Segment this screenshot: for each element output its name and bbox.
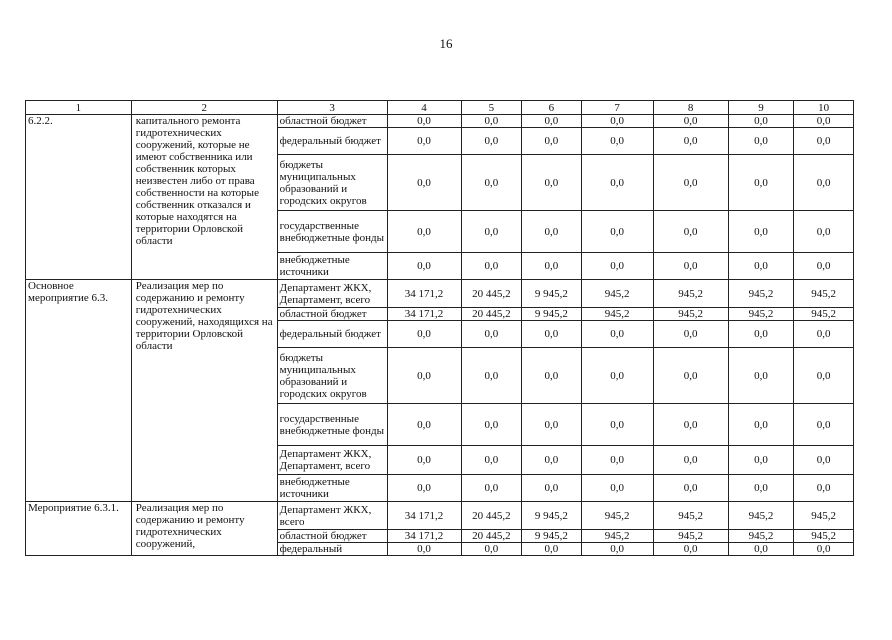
item-code: Основное мероприятие 6.3. [26, 280, 132, 502]
column-header: 1 [26, 101, 132, 115]
column-header: 5 [461, 101, 522, 115]
amount-cell: 945,2 [794, 530, 854, 543]
table-body [26, 115, 854, 556]
amount-cell: 34 171,2 [387, 530, 461, 543]
amount-cell: 0,0 [581, 253, 653, 280]
amount-cell: 0,0 [653, 321, 728, 348]
amount-cell: 0,0 [653, 253, 728, 280]
amount-cell: 0,0 [461, 128, 522, 155]
amount-cell: 0,0 [653, 475, 728, 502]
amount-cell: 0,0 [461, 211, 522, 253]
amount-cell: 0,0 [461, 475, 522, 502]
amount-cell: 0,0 [794, 155, 854, 211]
amount-cell: 0,0 [794, 253, 854, 280]
amount-cell: 0,0 [522, 211, 582, 253]
funding-source: Департамент ЖКХ, Департамент, всего [277, 446, 387, 475]
amount-cell: 0,0 [653, 404, 728, 446]
table-row [26, 502, 854, 530]
funding-source: федеральный бюджет [277, 321, 387, 348]
amount-cell: 0,0 [728, 475, 794, 502]
amount-cell: 0,0 [387, 253, 461, 280]
amount-cell: 0,0 [794, 475, 854, 502]
amount-cell: 0,0 [387, 348, 461, 404]
amount-cell: 945,2 [728, 530, 794, 543]
amount-cell: 0,0 [794, 404, 854, 446]
amount-cell: 0,0 [653, 155, 728, 211]
amount-cell: 34 171,2 [387, 308, 461, 321]
amount-cell: 0,0 [387, 543, 461, 556]
funding-source: областной бюджет [277, 308, 387, 321]
amount-cell: 0,0 [581, 446, 653, 475]
item-description: капитального ремонта гидротехнических сооружений, которые не имеют собственника или собственник которых неизвестен либо от права собственности на которые собственник отказался и которые находятся на территории Орловской области [131, 115, 277, 280]
amount-cell: 0,0 [461, 155, 522, 211]
funding-source: государственные внебюджетные фонды [277, 211, 387, 253]
amount-cell: 0,0 [794, 115, 854, 128]
amount-cell: 0,0 [461, 321, 522, 348]
funding-source: федеральный [277, 543, 387, 556]
amount-cell: 945,2 [653, 280, 728, 308]
amount-cell: 0,0 [387, 475, 461, 502]
funding-source: государственные внебюджетные фонды [277, 404, 387, 446]
amount-cell: 0,0 [581, 128, 653, 155]
column-header: 6 [522, 101, 582, 115]
amount-cell: 34 171,2 [387, 502, 461, 530]
amount-cell: 0,0 [728, 321, 794, 348]
amount-cell: 0,0 [794, 128, 854, 155]
amount-cell: 0,0 [653, 115, 728, 128]
amount-cell: 0,0 [794, 348, 854, 404]
funding-source: федеральный бюджет [277, 128, 387, 155]
amount-cell: 0,0 [581, 155, 653, 211]
item-code: 6.2.2. [26, 115, 132, 280]
column-header: 10 [794, 101, 854, 115]
amount-cell: 20 445,2 [461, 502, 522, 530]
amount-cell: 0,0 [461, 348, 522, 404]
amount-cell: 945,2 [653, 308, 728, 321]
table-header-row [26, 101, 854, 115]
column-header: 7 [581, 101, 653, 115]
item-description: Реализация мер по содержанию и ремонту гидротехнических сооружений, [131, 502, 277, 556]
amount-cell: 0,0 [728, 446, 794, 475]
amount-cell: 0,0 [794, 446, 854, 475]
funding-source: бюджеты муниципальных образований и городских округов [277, 155, 387, 211]
amount-cell: 0,0 [522, 115, 582, 128]
amount-cell: 0,0 [728, 348, 794, 404]
amount-cell: 9 945,2 [522, 280, 582, 308]
item-code: Мероприятие 6.3.1. [26, 502, 132, 556]
column-header: 4 [387, 101, 461, 115]
amount-cell: 0,0 [653, 543, 728, 556]
amount-cell: 0,0 [461, 404, 522, 446]
amount-cell: 945,2 [653, 530, 728, 543]
funding-source: внебюджетные источники [277, 253, 387, 280]
amount-cell: 0,0 [461, 446, 522, 475]
amount-cell: 945,2 [794, 308, 854, 321]
amount-cell: 0,0 [461, 115, 522, 128]
funding-source: Департамент ЖКХ, Департамент, всего [277, 280, 387, 308]
amount-cell: 9 945,2 [522, 530, 582, 543]
amount-cell: 945,2 [794, 280, 854, 308]
amount-cell: 945,2 [728, 308, 794, 321]
amount-cell: 0,0 [387, 446, 461, 475]
amount-cell: 945,2 [653, 502, 728, 530]
amount-cell: 0,0 [522, 321, 582, 348]
amount-cell: 0,0 [728, 211, 794, 253]
amount-cell: 0,0 [581, 321, 653, 348]
amount-cell: 0,0 [522, 253, 582, 280]
amount-cell: 945,2 [581, 530, 653, 543]
amount-cell: 0,0 [728, 543, 794, 556]
amount-cell: 0,0 [387, 404, 461, 446]
amount-cell: 0,0 [728, 115, 794, 128]
page-number: 16 [439, 36, 453, 51]
amount-cell: 0,0 [794, 321, 854, 348]
amount-cell: 0,0 [728, 155, 794, 211]
item-description: Реализация мер по содержанию и ремонту гидротехнических сооружений, находящихся на территории Орловской области [131, 280, 277, 502]
table-row [26, 115, 854, 128]
amount-cell: 0,0 [653, 446, 728, 475]
amount-cell: 0,0 [387, 155, 461, 211]
amount-cell: 945,2 [728, 280, 794, 308]
amount-cell: 0,0 [653, 128, 728, 155]
amount-cell: 20 445,2 [461, 280, 522, 308]
funding-source: областной бюджет [277, 115, 387, 128]
amount-cell: 0,0 [581, 348, 653, 404]
amount-cell: 0,0 [581, 115, 653, 128]
amount-cell: 945,2 [581, 280, 653, 308]
column-header: 8 [653, 101, 728, 115]
amount-cell: 0,0 [581, 404, 653, 446]
amount-cell: 945,2 [794, 502, 854, 530]
amount-cell: 0,0 [581, 211, 653, 253]
amount-cell: 0,0 [581, 543, 653, 556]
amount-cell: 20 445,2 [461, 308, 522, 321]
amount-cell: 945,2 [581, 308, 653, 321]
table-row [26, 280, 854, 308]
amount-cell: 0,0 [522, 348, 582, 404]
amount-cell: 34 171,2 [387, 280, 461, 308]
amount-cell: 9 945,2 [522, 308, 582, 321]
amount-cell: 0,0 [794, 543, 854, 556]
amount-cell: 9 945,2 [522, 502, 582, 530]
funding-source: областной бюджет [277, 530, 387, 543]
amount-cell: 0,0 [387, 115, 461, 128]
column-header: 3 [277, 101, 387, 115]
amount-cell: 0,0 [522, 155, 582, 211]
amount-cell: 0,0 [387, 211, 461, 253]
column-header: 9 [728, 101, 794, 115]
amount-cell: 0,0 [522, 446, 582, 475]
amount-cell: 0,0 [522, 475, 582, 502]
amount-cell: 0,0 [581, 475, 653, 502]
funding-source: Департамент ЖКХ, всего [277, 502, 387, 530]
amount-cell: 0,0 [522, 128, 582, 155]
amount-cell: 0,0 [728, 404, 794, 446]
amount-cell: 0,0 [653, 348, 728, 404]
amount-cell: 945,2 [728, 502, 794, 530]
amount-cell: 20 445,2 [461, 530, 522, 543]
funding-source: внебюджетные источники [277, 475, 387, 502]
funding-source: бюджеты муниципальных образований и городских округов [277, 348, 387, 404]
amount-cell: 0,0 [653, 211, 728, 253]
amount-cell: 0,0 [728, 128, 794, 155]
amount-cell: 0,0 [387, 128, 461, 155]
amount-cell: 0,0 [461, 253, 522, 280]
amount-cell: 0,0 [387, 321, 461, 348]
column-header: 2 [131, 101, 277, 115]
amount-cell: 0,0 [461, 543, 522, 556]
amount-cell: 0,0 [728, 253, 794, 280]
amount-cell: 0,0 [794, 211, 854, 253]
amount-cell: 0,0 [522, 543, 582, 556]
amount-cell: 0,0 [522, 404, 582, 446]
budget-table [25, 100, 854, 556]
amount-cell: 945,2 [581, 502, 653, 530]
